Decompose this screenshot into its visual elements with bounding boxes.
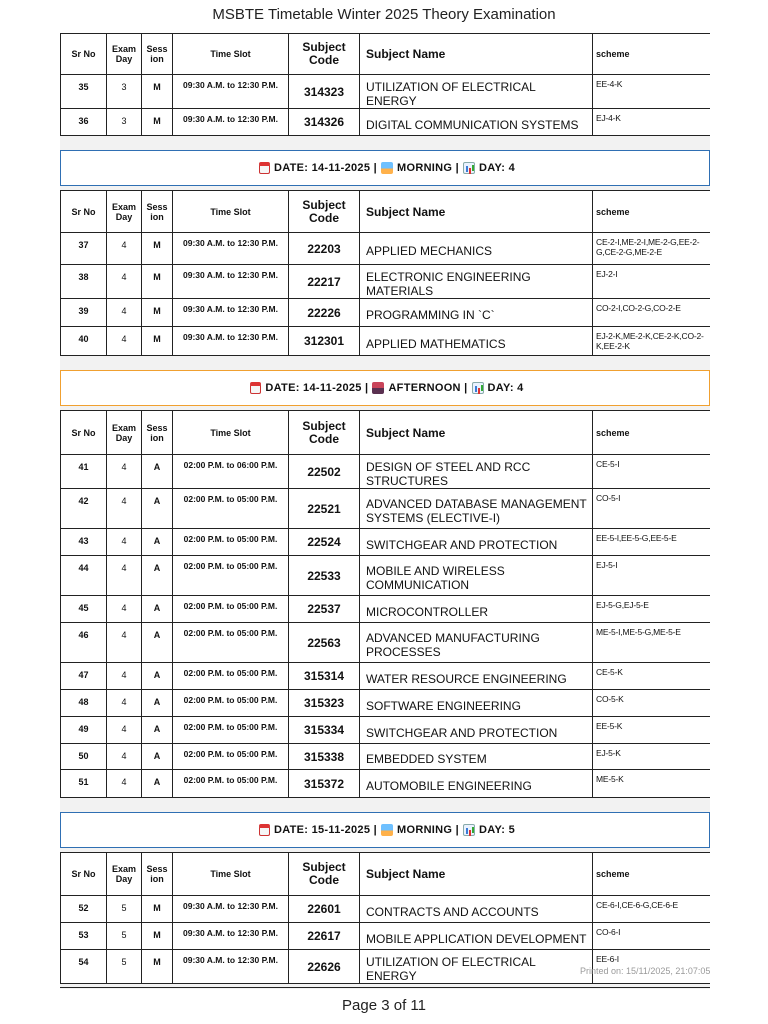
session-cell: M	[142, 109, 173, 136]
banner-separator: |	[370, 824, 377, 836]
table-header-row	[61, 411, 711, 455]
sr-no-cell: 44	[61, 556, 107, 596]
date-banner	[60, 812, 710, 848]
sr-no-cell: 40	[61, 327, 107, 356]
session-cell: M	[142, 265, 173, 299]
banner-date: DATE: 14-11-2025	[273, 162, 371, 174]
subject-name-cell: CONTRACTS AND ACCOUNTS	[360, 896, 593, 923]
header-session: Sess ion	[142, 34, 173, 75]
banner-session: AFTERNOON	[388, 382, 461, 394]
table-header-row	[61, 853, 711, 896]
time-slot-cell: 02:00 P.M. to 05:00 P.M.	[173, 744, 289, 770]
banner-date: DATE: 14-11-2025	[265, 382, 362, 394]
time-slot-cell: 02:00 P.M. to 05:00 P.M.	[173, 529, 289, 556]
exam-day-cell: 4	[107, 489, 142, 529]
subject-name-cell: SWITCHGEAR AND PROTECTION	[360, 529, 593, 556]
subject-name-cell: APPLIED MATHEMATICS	[360, 327, 593, 356]
exam-day-cell: 4	[107, 663, 142, 690]
date-banner	[60, 150, 710, 186]
time-slot-cell: 02:00 P.M. to 05:00 P.M.	[173, 770, 289, 798]
scheme-cell: EE-4-K	[593, 75, 711, 109]
table-row	[61, 596, 711, 623]
sr-no-cell: 52	[61, 896, 107, 923]
session-cell: A	[142, 529, 173, 556]
header-sr-no: Sr No	[61, 34, 107, 75]
subject-name-cell: APPLIED MECHANICS	[360, 233, 593, 265]
bar-chart-icon	[463, 162, 475, 174]
scheme-cell: EJ-5-K	[593, 744, 711, 770]
session-cell: A	[142, 663, 173, 690]
table-row	[61, 299, 711, 327]
exam-day-cell: 3	[107, 109, 142, 136]
header-exam-day: Exam Day	[107, 853, 142, 896]
subject-code-cell: 22626	[289, 950, 360, 984]
subject-code-cell: 22537	[289, 596, 360, 623]
sr-no-cell: 36	[61, 109, 107, 136]
subject-code-cell: 22217	[289, 265, 360, 299]
timetable-table	[60, 410, 710, 798]
table-row	[61, 233, 711, 265]
scheme-cell: EJ-2-K,ME-2-K,CE-2-K,CO-2-K,EE-2-K	[593, 327, 711, 356]
header-scheme: scheme	[593, 853, 711, 896]
timetable-table	[60, 33, 710, 136]
banner-separator: |	[452, 162, 459, 174]
sr-no-cell: 35	[61, 75, 107, 109]
table-row	[61, 489, 711, 529]
document-title: MSBTE Timetable Winter 2025 Theory Examination	[212, 6, 556, 23]
header-scheme: scheme	[593, 191, 711, 233]
subject-code-cell: 22203	[289, 233, 360, 265]
subject-code-cell: 22502	[289, 455, 360, 489]
exam-day-cell: 4	[107, 327, 142, 356]
table-row	[61, 717, 711, 744]
sr-no-cell: 54	[61, 950, 107, 984]
time-slot-cell: 09:30 A.M. to 12:30 P.M.	[173, 265, 289, 299]
session-cell: M	[142, 950, 173, 984]
subject-name-cell: DIGITAL COMMUNICATION SYSTEMS	[360, 109, 593, 136]
header-time-slot: Time Slot	[173, 34, 289, 75]
scheme-cell: ME-5-I,ME-5-G,ME-5-E	[593, 623, 711, 663]
subject-name-cell: MOBILE APPLICATION DEVELOPMENT	[360, 923, 593, 950]
calendar-icon	[259, 824, 270, 836]
time-slot-cell: 09:30 A.M. to 12:30 P.M.	[173, 327, 289, 356]
exam-day-cell: 4	[107, 770, 142, 798]
time-slot-cell: 09:30 A.M. to 12:30 P.M.	[173, 75, 289, 109]
subject-code-cell: 22524	[289, 529, 360, 556]
subject-code-cell: 22563	[289, 623, 360, 663]
subject-name-cell: PROGRAMMING IN `C`	[360, 299, 593, 327]
sunrise-icon	[381, 824, 393, 836]
subject-code-cell: 315334	[289, 717, 360, 744]
sr-no-cell: 48	[61, 690, 107, 717]
sr-no-cell: 50	[61, 744, 107, 770]
timetable-table	[60, 190, 710, 356]
subject-code-cell: 22226	[289, 299, 360, 327]
banner-day: DAY: 4	[487, 382, 524, 394]
subject-code-cell: 22601	[289, 896, 360, 923]
header-subject-name: Subject Name	[360, 191, 593, 233]
header-time-slot: Time Slot	[173, 411, 289, 455]
scheme-cell: EJ-5-I	[593, 556, 711, 596]
exam-day-cell: 4	[107, 233, 142, 265]
subject-name-cell: UTILIZATION OF ELECTRICAL ENERGY	[360, 75, 593, 109]
time-slot-cell: 09:30 A.M. to 12:30 P.M.	[173, 950, 289, 984]
sr-no-cell: 39	[61, 299, 107, 327]
sr-no-cell: 53	[61, 923, 107, 950]
session-cell: A	[142, 744, 173, 770]
banner-day: DAY: 4	[479, 162, 516, 174]
subject-name-cell: ELECTRONIC ENGINEERING MATERIALS	[360, 265, 593, 299]
table-row	[61, 75, 711, 109]
subject-code-cell: 22521	[289, 489, 360, 529]
header-session: Sess ion	[142, 191, 173, 233]
scheme-cell: EE-6-I	[593, 950, 711, 984]
subject-name-cell: EMBEDDED SYSTEM	[360, 744, 593, 770]
session-cell: A	[142, 556, 173, 596]
header-time-slot: Time Slot	[173, 853, 289, 896]
exam-day-cell: 4	[107, 299, 142, 327]
scheme-cell: CE-5-K	[593, 663, 711, 690]
subject-code-cell: 314326	[289, 109, 360, 136]
banner-separator: |	[460, 382, 468, 394]
header-scheme: scheme	[593, 34, 711, 75]
header-time-slot: Time Slot	[173, 191, 289, 233]
session-cell: A	[142, 596, 173, 623]
exam-day-cell: 4	[107, 556, 142, 596]
time-slot-cell: 02:00 P.M. to 05:00 P.M.	[173, 596, 289, 623]
banner-separator: |	[370, 162, 377, 174]
table-header-row	[61, 34, 711, 75]
time-slot-cell: 09:30 A.M. to 12:30 P.M.	[173, 299, 289, 327]
session-cell: M	[142, 896, 173, 923]
table-row	[61, 109, 711, 136]
table-row	[61, 770, 711, 798]
subject-code-cell: 22617	[289, 923, 360, 950]
exam-day-cell: 4	[107, 265, 142, 299]
time-slot-cell: 09:30 A.M. to 12:30 P.M.	[173, 923, 289, 950]
subject-code-cell: 315323	[289, 690, 360, 717]
time-slot-cell: 09:30 A.M. to 12:30 P.M.	[173, 233, 289, 265]
time-slot-cell: 02:00 P.M. to 05:00 P.M.	[173, 556, 289, 596]
subject-code-cell: 315372	[289, 770, 360, 798]
subject-name-cell: MOBILE AND WIRELESS COMMUNICATION	[360, 556, 593, 596]
subject-name-cell: SWITCHGEAR AND PROTECTION	[360, 717, 593, 744]
scheme-cell: ME-5-K	[593, 770, 711, 798]
subject-name-cell: DESIGN OF STEEL AND RCC STRUCTURES	[360, 455, 593, 489]
scheme-cell: EJ-2-I	[593, 265, 711, 299]
time-slot-cell: 02:00 P.M. to 05:00 P.M.	[173, 489, 289, 529]
scheme-cell: CE-5-I	[593, 455, 711, 489]
banner-day: DAY: 5	[479, 824, 516, 836]
scheme-cell: CO-5-I	[593, 489, 711, 529]
sr-no-cell: 37	[61, 233, 107, 265]
exam-day-cell: 4	[107, 717, 142, 744]
bar-chart-icon	[463, 824, 475, 836]
session-cell: M	[142, 299, 173, 327]
exam-day-cell: 4	[107, 596, 142, 623]
subject-name-cell: ADVANCED DATABASE MANAGEMENT SYSTEMS (ELECTIVE-I)	[360, 489, 593, 529]
header-subject-name: Subject Name	[360, 853, 593, 896]
banner-session: MORNING	[397, 162, 453, 174]
exam-day-cell: 4	[107, 529, 142, 556]
sr-no-cell: 45	[61, 596, 107, 623]
table-row	[61, 663, 711, 690]
session-cell: M	[142, 327, 173, 356]
timetable-table	[60, 852, 710, 984]
session-cell: A	[142, 690, 173, 717]
calendar-icon	[250, 382, 261, 394]
time-slot-cell: 02:00 P.M. to 05:00 P.M.	[173, 717, 289, 744]
table-row	[61, 744, 711, 770]
header-scheme: scheme	[593, 411, 711, 455]
session-cell: A	[142, 717, 173, 744]
table-row	[61, 923, 711, 950]
exam-day-cell: 4	[107, 690, 142, 717]
table-row	[61, 529, 711, 556]
time-slot-cell: 09:30 A.M. to 12:30 P.M.	[173, 109, 289, 136]
timetable-content	[60, 33, 710, 989]
sr-no-cell: 49	[61, 717, 107, 744]
city-sunset-icon	[372, 382, 384, 394]
subject-name-cell: SOFTWARE ENGINEERING	[360, 690, 593, 717]
subject-code-cell: 315314	[289, 663, 360, 690]
exam-day-cell: 5	[107, 923, 142, 950]
subject-name-cell: UTILIZATION OF ELECTRICAL ENERGY	[360, 950, 593, 984]
time-slot-cell: 02:00 P.M. to 05:00 P.M.	[173, 663, 289, 690]
exam-day-cell: 4	[107, 455, 142, 489]
time-slot-cell: 02:00 P.M. to 05:00 P.M.	[173, 690, 289, 717]
header-exam-day: Exam Day	[107, 34, 142, 75]
table-row	[61, 265, 711, 299]
subject-code-cell: 22533	[289, 556, 360, 596]
header-subject-code: Subject Code	[289, 853, 360, 896]
printed-on-stamp: Printed on: 15/11/2025, 21:07:05	[580, 966, 711, 976]
header-sr-no: Sr No	[61, 191, 107, 233]
sr-no-cell: 42	[61, 489, 107, 529]
table-row	[61, 690, 711, 717]
calendar-icon	[259, 162, 270, 174]
subject-name-cell: ADVANCED MANUFACTURING PROCESSES	[360, 623, 593, 663]
session-cell: A	[142, 455, 173, 489]
time-slot-cell: 02:00 P.M. to 05:00 P.M.	[173, 623, 289, 663]
scheme-cell: CE-6-I,CE-6-G,CE-6-E	[593, 896, 711, 923]
exam-day-cell: 3	[107, 75, 142, 109]
table-row	[61, 623, 711, 663]
scheme-cell: CE-2-I,ME-2-I,ME-2-G,EE-2-G,CE-2-G,ME-2-E	[593, 233, 711, 265]
subject-code-cell: 312301	[289, 327, 360, 356]
table-header-row	[61, 191, 711, 233]
time-slot-cell: 09:30 A.M. to 12:30 P.M.	[173, 896, 289, 923]
banner-session: MORNING	[397, 824, 453, 836]
banner-separator: |	[452, 824, 459, 836]
banner-date: DATE: 15-11-2025	[273, 824, 371, 836]
header-subject-code: Subject Code	[289, 191, 360, 233]
session-cell: M	[142, 923, 173, 950]
subject-code-cell: 315338	[289, 744, 360, 770]
exam-day-cell: 4	[107, 744, 142, 770]
header-session: Sess ion	[142, 411, 173, 455]
exam-day-cell: 5	[107, 950, 142, 984]
header-session: Sess ion	[142, 853, 173, 896]
header-sr-no: Sr No	[61, 411, 107, 455]
sr-no-cell: 38	[61, 265, 107, 299]
session-cell: A	[142, 770, 173, 798]
scheme-cell: EJ-5-G,EJ-5-E	[593, 596, 711, 623]
header-sr-no: Sr No	[61, 853, 107, 896]
scheme-cell: CO-5-K	[593, 690, 711, 717]
table-row	[61, 896, 711, 923]
session-cell: A	[142, 489, 173, 529]
session-cell: M	[142, 233, 173, 265]
header-subject-code: Subject Code	[289, 34, 360, 75]
sr-no-cell: 47	[61, 663, 107, 690]
sr-no-cell: 51	[61, 770, 107, 798]
scheme-cell: EE-5-I,EE-5-G,EE-5-E	[593, 529, 711, 556]
next-table-edge	[60, 987, 710, 988]
subject-name-cell: AUTOMOBILE ENGINEERING	[360, 770, 593, 798]
bar-chart-icon	[472, 382, 484, 394]
header-subject-name: Subject Name	[360, 411, 593, 455]
sunrise-icon	[381, 162, 393, 174]
scheme-cell: CO-2-I,CO-2-G,CO-2-E	[593, 299, 711, 327]
subject-code-cell: 314323	[289, 75, 360, 109]
scheme-cell: EE-5-K	[593, 717, 711, 744]
subject-name-cell: WATER RESOURCE ENGINEERING	[360, 663, 593, 690]
header-exam-day: Exam Day	[107, 411, 142, 455]
date-banner	[60, 370, 710, 406]
session-cell: M	[142, 75, 173, 109]
table-row	[61, 327, 711, 356]
session-cell: A	[142, 623, 173, 663]
header-exam-day: Exam Day	[107, 191, 142, 233]
time-slot-cell: 02:00 P.M. to 06:00 P.M.	[173, 455, 289, 489]
sr-no-cell: 41	[61, 455, 107, 489]
banner-separator: |	[361, 382, 369, 394]
page-number: Page 3 of 11	[342, 997, 426, 1014]
table-row	[61, 455, 711, 489]
sr-no-cell: 43	[61, 529, 107, 556]
subject-name-cell: MICROCONTROLLER	[360, 596, 593, 623]
scheme-cell: CO-6-I	[593, 923, 711, 950]
exam-day-cell: 5	[107, 896, 142, 923]
exam-day-cell: 4	[107, 623, 142, 663]
sr-no-cell: 46	[61, 623, 107, 663]
header-subject-name: Subject Name	[360, 34, 593, 75]
header-subject-code: Subject Code	[289, 411, 360, 455]
table-row	[61, 556, 711, 596]
scheme-cell: EJ-4-K	[593, 109, 711, 136]
